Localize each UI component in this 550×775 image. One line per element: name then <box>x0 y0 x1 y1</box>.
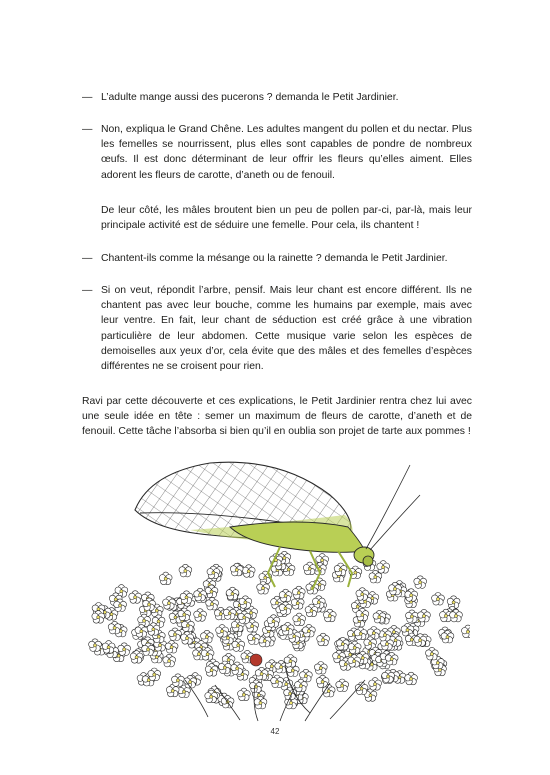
flower-icon <box>426 647 439 660</box>
paragraph-text: De leur côté, les mâles broutent bien un peu de pollen par-ci, par-là, mais leur principale activité est de séduire une femelle. Pour cela, ils chantent ! <box>101 205 472 232</box>
flower-icon <box>172 674 185 687</box>
flower-icon <box>279 589 292 602</box>
flower-icon <box>129 591 142 604</box>
dialogue-dash: — <box>82 285 93 296</box>
flower-icon <box>356 588 369 601</box>
eye-icon <box>363 556 373 566</box>
flower-icon <box>317 633 330 646</box>
dialogue-line <box>82 90 472 105</box>
dialogue-dash: — <box>82 124 93 135</box>
paragraph-text: Si on veut, répondit l’arbre, pensif. Mais leur chant est encore différent. Ils ne chantent pas avec leur bouche, comme les humains par exemple, mais avec leur ventre. En fait, leur chant de séduction est créé grâce à une vibration particulière de leur abdomen. Cette musique varie selon les espèces de demoiselles aux yeux d’or, cela évite que des mâles et des femelles d’espèces différentes ne se croisent pour rien. <box>101 285 472 373</box>
narrative-paragraph: Ravi par cette découverte et ces explications, le Petit Jardinier rentra chez lui avec une seule idée en tête : semer un maximum de fleurs de carotte, d’aneth et de fenouil. Cette tâche l’absorba si bien qu’il en oublia son projet de tarte aux pommes ! <box>82 396 472 438</box>
flower-icon <box>414 576 427 589</box>
flower-icon <box>206 597 219 610</box>
flower-icon <box>293 613 306 626</box>
dialogue-line <box>82 283 472 374</box>
insect-body-icon <box>230 522 365 552</box>
flower-icon <box>163 654 176 667</box>
flower-icon <box>418 609 431 622</box>
flower-icon <box>377 561 390 574</box>
flower-icon <box>334 563 347 576</box>
flower-icon <box>148 668 161 681</box>
flower-icon <box>108 621 121 634</box>
flower-icon <box>239 596 252 609</box>
red-bud-icon <box>250 654 262 666</box>
flower-icon <box>303 562 316 575</box>
page-number: 42 <box>270 727 280 736</box>
paragraph-text: L’adulte mange aussi des pucerons ? demanda le Petit Jardinier. <box>101 92 399 103</box>
flower-icon <box>462 625 471 638</box>
flower-icon <box>292 586 305 599</box>
flower-icon <box>242 565 255 578</box>
dialogue-line <box>82 251 472 266</box>
flower-icon <box>169 628 182 641</box>
flower-icon <box>432 593 445 606</box>
flower-icon <box>179 564 192 577</box>
dialogue-dash: — <box>82 253 93 264</box>
flower-icon <box>369 678 382 691</box>
flower-icon <box>159 572 172 585</box>
flower-icon <box>406 610 419 623</box>
paragraph-text: Non, expliqua le Grand Chêne. Les adultes mangent du pollen et du nectar. Plus les femelles se nourrissent, plus elles sont capables de pondre de nombreux œufs. Il est donc déterminant de leur offrir les fleurs qu’elles aiment. Elles adorent les fleurs de carotte, d’aneth ou de fenouil. <box>101 124 472 181</box>
flower-icon <box>247 632 260 645</box>
flower-icon <box>89 639 102 652</box>
flower-icon <box>102 641 115 654</box>
paragraph-text: Chantent-ils comme la mésange ou la rainette ? demanda le Petit Jardinier. <box>101 253 448 264</box>
flower-icon <box>281 622 294 635</box>
flower-icon <box>284 655 297 668</box>
flower-icon <box>314 662 327 675</box>
flower-icon <box>405 672 418 685</box>
flower-icon <box>216 625 229 638</box>
flower-icon <box>303 624 316 637</box>
flower-icon <box>180 591 193 604</box>
flower-cluster <box>89 551 470 709</box>
lacewing-drawing <box>80 455 470 725</box>
dialogue-continuation <box>82 203 472 233</box>
flower-icon <box>194 588 207 601</box>
dialogue-line <box>82 122 472 183</box>
flower-icon <box>238 688 251 701</box>
dialogue-dash: — <box>82 92 93 103</box>
flower-icon <box>118 643 131 656</box>
antenna-icon <box>366 465 410 549</box>
flower-icon <box>323 609 336 622</box>
flower-icon <box>267 615 280 628</box>
flower-icon <box>336 679 349 692</box>
flower-icon <box>165 641 178 654</box>
lacewing-illustration <box>80 455 470 725</box>
flower-icon <box>226 587 239 600</box>
flower-icon <box>194 609 207 622</box>
